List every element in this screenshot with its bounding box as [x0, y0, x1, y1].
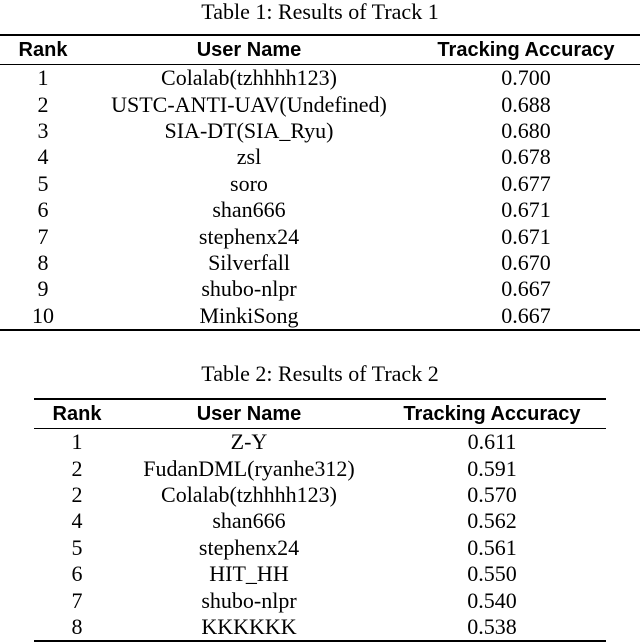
user-name-cell: zsl [236, 144, 262, 170]
table-row [0, 303, 640, 330]
tracking-accuracy-cell: 0.611 [467, 429, 517, 455]
tracking-accuracy-cell: 0.671 [501, 223, 551, 249]
rank-cell: 2 [71, 455, 83, 481]
tracking-accuracy-header: Tracking Accuracy [378, 399, 606, 429]
tracking-accuracy-cell: 0.667 [501, 302, 551, 328]
table-row [34, 508, 606, 534]
user-name-cell: MinkiSong [199, 302, 299, 328]
user-name-cell: FudanDML(ryanhe312) [143, 455, 355, 481]
table-row [34, 561, 606, 587]
tracking-accuracy-cell: 0.561 [467, 534, 517, 560]
user-name-cell: KKKKKK [201, 613, 297, 639]
table-row [0, 65, 640, 92]
user-name-header: User Name [120, 399, 378, 429]
rank-cell: 3 [37, 117, 49, 143]
rank-cell: 2 [71, 481, 83, 507]
table-row [34, 587, 606, 613]
table-row [0, 197, 640, 223]
rank-header: Rank [34, 399, 120, 429]
rank-cell: 1 [37, 65, 49, 91]
table2-caption: Table 2: Results of Track 2 [201, 361, 439, 386]
table-row [0, 144, 640, 170]
rank-cell: 10 [32, 302, 54, 328]
rank-cell: 1 [71, 429, 83, 455]
tracking-accuracy-cell: 0.538 [467, 613, 517, 639]
track1-results-table [0, 34, 640, 331]
tracking-accuracy-cell: 0.562 [467, 508, 517, 534]
rank-cell: 4 [37, 144, 49, 170]
user-name-cell: shubo-nlpr [201, 587, 297, 613]
user-name-cell: SIA-DT(SIA_Ryu) [164, 117, 334, 143]
rank-cell: 8 [37, 249, 49, 275]
track2-results-table [34, 398, 606, 642]
table-row [34, 535, 606, 561]
rank-cell: 7 [71, 587, 83, 613]
table-row [0, 276, 640, 302]
tracking-accuracy-cell: 0.570 [467, 481, 517, 507]
tracking-accuracy-cell: 0.677 [501, 170, 551, 196]
user-name-cell: Colalab(tzhhhh123) [161, 65, 337, 91]
user-name-cell: stephenx24 [198, 534, 300, 560]
tracking-accuracy-cell: 0.550 [467, 561, 517, 587]
rank-cell: 9 [37, 276, 49, 302]
rank-cell: 6 [37, 197, 49, 223]
user-name-cell: stephenx24 [198, 223, 300, 249]
rank-cell: 8 [71, 613, 83, 639]
table-row [0, 223, 640, 249]
tracking-accuracy-cell: 0.667 [501, 276, 551, 302]
rank-cell: 7 [37, 223, 49, 249]
rank-cell: 5 [37, 170, 49, 196]
tracking-accuracy-cell: 0.670 [501, 249, 551, 275]
user-name-cell: Colalab(tzhhhh123) [161, 481, 337, 507]
user-name-header: User Name [86, 35, 412, 65]
tracking-accuracy-cell: 0.688 [501, 91, 551, 117]
rank-cell: 6 [71, 561, 83, 587]
table-row [0, 171, 640, 197]
tracking-accuracy-cell: 0.680 [501, 117, 551, 143]
rank-cell: 2 [37, 91, 49, 117]
table-header-row [34, 399, 606, 429]
table-row [34, 482, 606, 508]
rank-cell: 4 [71, 508, 83, 534]
tracking-accuracy-cell: 0.540 [467, 587, 517, 613]
table-row [34, 455, 606, 481]
user-name-cell: HIT_HH [209, 561, 289, 587]
user-name-cell: soro [230, 170, 268, 196]
table1-caption: Table 1: Results of Track 1 [201, 0, 439, 24]
table-row [0, 250, 640, 276]
tracking-accuracy-header: Tracking Accuracy [412, 35, 640, 65]
user-name-cell: USTC-ANTI-UAV(Undefined) [111, 91, 387, 117]
user-name-cell: shubo-nlpr [201, 276, 297, 302]
table-header-row [0, 35, 640, 65]
rank-cell: 5 [71, 534, 83, 560]
user-name-cell: Silverfall [208, 249, 290, 275]
user-name-cell: Z-Y [230, 429, 268, 455]
user-name-cell: shan666 [212, 197, 286, 223]
table-row [34, 429, 606, 456]
tracking-accuracy-cell: 0.671 [501, 197, 551, 223]
tracking-accuracy-cell: 0.700 [501, 65, 551, 91]
table-row [34, 614, 606, 641]
tracking-accuracy-cell: 0.591 [467, 455, 517, 481]
rank-header: Rank [0, 35, 86, 65]
table-row [0, 91, 640, 117]
user-name-cell: shan666 [212, 508, 286, 534]
tracking-accuracy-cell: 0.678 [501, 144, 551, 170]
table-row [0, 118, 640, 144]
